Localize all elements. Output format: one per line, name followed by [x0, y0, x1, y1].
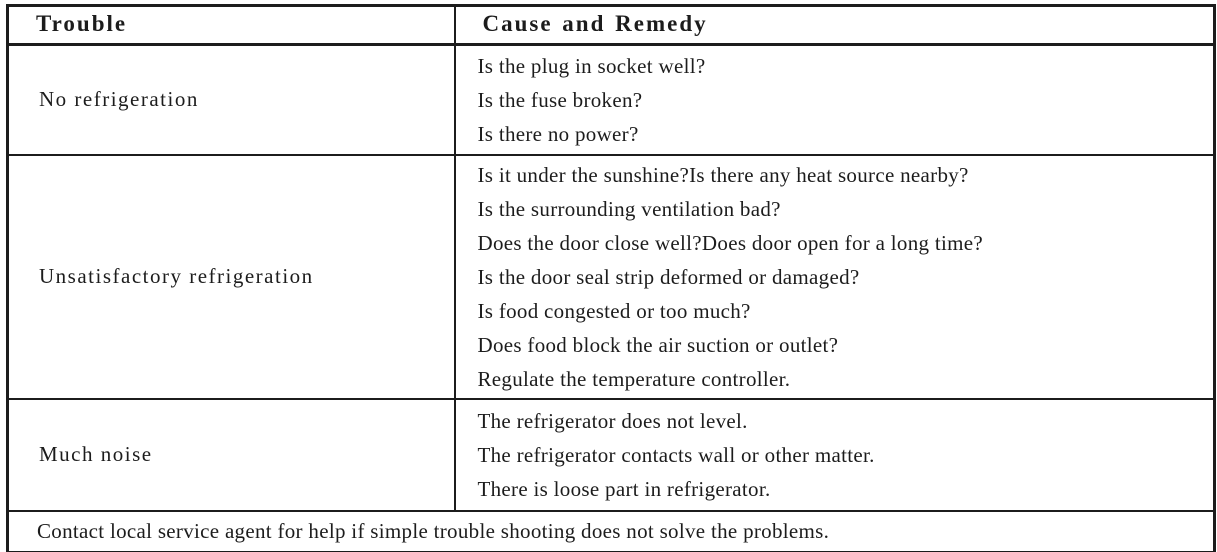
table-row-no-refrigeration [8, 45, 1215, 155]
cause-remedy-cell [455, 155, 1215, 399]
table-footer-row [8, 511, 1215, 552]
cause-line: Is the door seal strip deformed or damaged? [477, 264, 860, 289]
trouble-cell: Much noise [8, 399, 455, 511]
column-header-trouble: Trouble [8, 6, 455, 45]
cause-line: Is it under the sunshine?Is there any heat source nearby? [477, 162, 969, 187]
cause-line: The refrigerator contacts wall or other matter. [477, 442, 875, 467]
trouble-cell: Unsatisfactory refrigeration [8, 155, 455, 399]
table-header-row [8, 6, 1215, 45]
cause-line: Does food block the air suction or outlet? [477, 332, 839, 357]
cause-line: Is the fuse broken? [477, 87, 643, 112]
column-header-cause-and-remedy: Cause and Remedy [455, 6, 1215, 45]
cause-line: Is the plug in socket well? [477, 53, 706, 78]
cause-line: Is food congested or too much? [477, 298, 751, 323]
cause-line: Is the surrounding ventilation bad? [477, 196, 781, 221]
cause-line: Does the door close well?Does door open for a long time? [477, 230, 983, 255]
trouble-cell: No refrigeration [8, 45, 455, 155]
cause-remedy-cell [455, 399, 1215, 511]
table-row-unsatisfactory-refrigeration [8, 155, 1215, 399]
footer-note: Contact local service agent for help if simple trouble shooting does not solve the problems. [8, 511, 1215, 552]
cause-line: There is loose part in refrigerator. [477, 476, 771, 501]
table-row-much-noise [8, 399, 1215, 511]
troubleshooting-table [6, 4, 1216, 552]
cause-line: Is there no power? [477, 121, 639, 146]
cause-line: Regulate the temperature controller. [477, 366, 791, 391]
cause-line: The refrigerator does not level. [477, 408, 748, 433]
cause-remedy-cell [455, 45, 1215, 155]
